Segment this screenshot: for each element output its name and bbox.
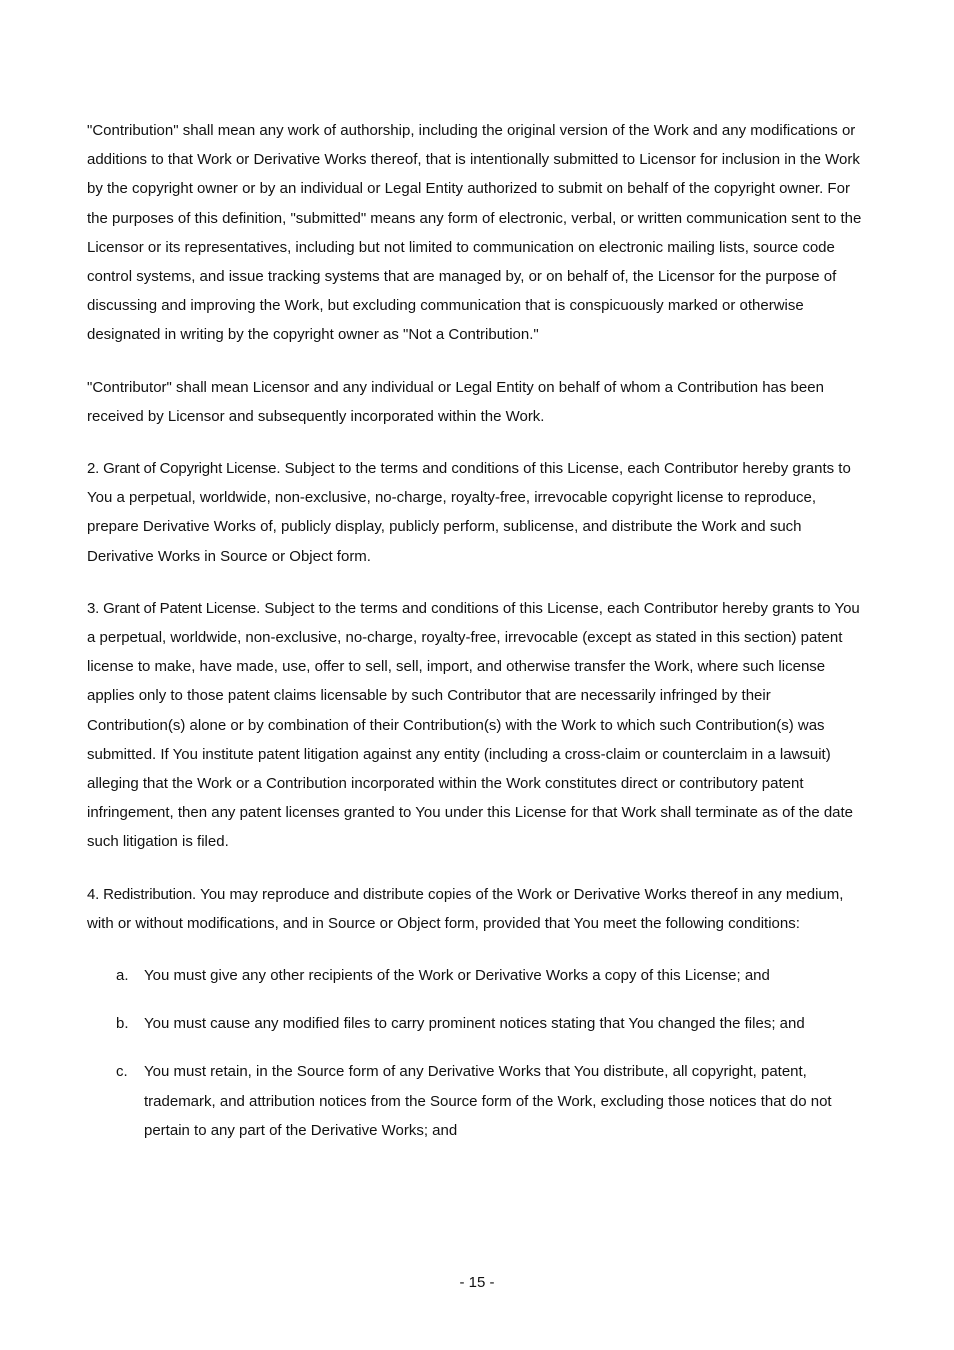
page-number: - 15 - (459, 1274, 495, 1291)
paragraph-text: . You may reproduce and distribute copies of the Work or Derivative Works thereof in any medium, with or without modifications, and in Source or Object form, provided that You meet the following conditions: (87, 885, 844, 932)
list-item (87, 1057, 867, 1145)
paragraph-text: "Contribution" shall mean any work of authorship, including the original version of the Work and any modifications or additions to that Work or Derivative Works thereof, that is intentionally submitted to Licensor for inclusion in the Work by the copyright owner or by an individual or Legal Entity authorized to submit on behalf of the copyright owner. For the purposes of this definition, "submitted" means any form of electronic, verbal, or written communication sent to the Licensor or its representatives, including but not limited to communication on electronic mailing lists, source code control systems, and issue tracking systems that are managed by, or on behalf of, the Licensor for the purpose of discussing and improving the Work, but excluding communication that is conspicuously marked or otherwise designated in writing by the copyright owner as "Not a Contribution." (87, 122, 862, 344)
paragraph-contributor-definition (87, 373, 867, 431)
list-item (87, 961, 867, 990)
list-marker: b. (116, 1015, 129, 1033)
list-item-text: You must retain, in the Source form of any Derivative Works that You distribute, all copyright, patent, trademark, and attribution notices from the Source form of the Work, excluding those notices that do not pertain to any part of the Derivative Works; and (144, 1063, 832, 1139)
section-heading: 4. Redistribution (87, 885, 192, 903)
section-heading: 3. Grant of Patent License (87, 599, 257, 617)
paragraph-patent-license (87, 594, 867, 857)
paragraph-text: . Subject to the terms and conditions of this License, each Contributor hereby grants to You a perpetual, worldwide, non-exclusive, no-charge, royalty-free, irrevocable (except as stated in this section) patent license to make, have made, use, offer to sell, sell, import, and otherwise transfer the Work, where such license applies only to those patent claims licensable by such Contributor that are necessarily infringed by their Contribution(s) alone or by combination of their Contribution(s) with the Work to which such Contribution(s) was submitted. If You institute patent litigation against any entity (including a cross-claim or counterclaim in a lawsuit) alleging that the Work or a Contribution incorporated within the Work constitutes direct or contributory patent infringement, then any patent licenses granted to You under this License for that Work shall terminate as of the date such litigation is filed. (87, 599, 860, 851)
paragraph-redistribution (87, 880, 867, 938)
document-body (87, 116, 867, 1164)
list-item (87, 1009, 867, 1038)
paragraph-contribution-definition (87, 116, 867, 350)
paragraph-text: "Contributor" shall mean Licensor and any individual or Legal Entity on behalf of whom a Contribution has been received by Licensor and subsequently incorporated within the Work. (87, 378, 824, 425)
paragraph-copyright-license (87, 454, 867, 571)
conditions-list (87, 961, 867, 1145)
list-marker: c. (116, 1063, 128, 1081)
section-heading: 2. Grant of Copyright License (87, 460, 277, 478)
list-item-text: You must give any other recipients of the Work or Derivative Works a copy of this License; and (144, 967, 770, 985)
paragraph-text: . Subject to the terms and conditions of this License, each Contributor hereby grants to You a perpetual, worldwide, non-exclusive, no-charge, royalty-free, irrevocable copyright license to reproduce, prepare Derivative Works of, publicly display, publicly perform, sublicense, and distribute the Work and such Derivative Works in Source or Object form. (87, 460, 851, 565)
list-marker: a. (116, 967, 129, 985)
list-item-text: You must cause any modified files to carry prominent notices stating that You changed the files; and (144, 1015, 805, 1033)
